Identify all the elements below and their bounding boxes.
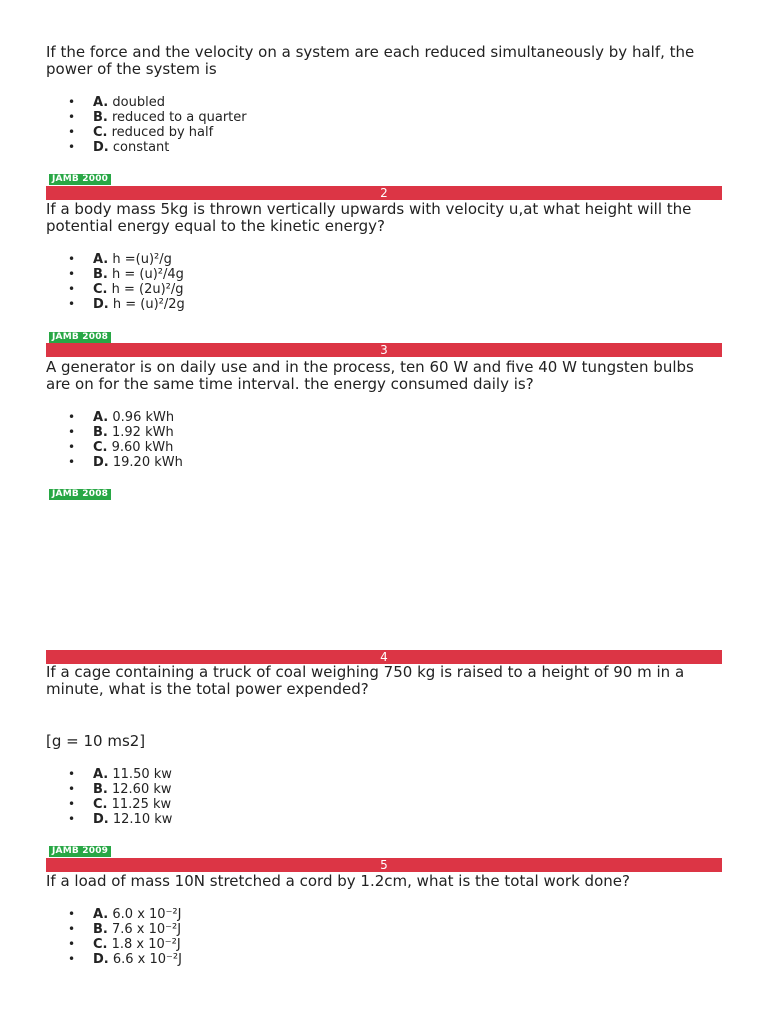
options-list: [46, 907, 182, 967]
question-text: If a body mass 5kg is thrown vertically upwards with velocity u,at what height will the potential energy equal to the kinetic energy?: [46, 200, 692, 235]
option-item[interactable]: • A. h =(u)²/g: [46, 252, 185, 267]
option-item[interactable]: • C. 11.25 kw: [46, 797, 172, 812]
option-item[interactable]: • D. h = (u)²/2g: [46, 297, 185, 312]
option-item[interactable]: • D. 19.20 kWh: [46, 455, 183, 470]
question-number-bar: 4: [46, 650, 722, 664]
question-text: If a cage containing a truck of coal weighing 750 kg is raised to a height of 90 m in a minute, what is the total power expended?: [46, 663, 685, 698]
exam-badge: JAMB 2009: [49, 846, 111, 857]
option-item[interactable]: • C. reduced by half: [46, 125, 247, 140]
question-text: If the force and the velocity on a system are each reduced simultaneously by half, the power of the system is: [46, 43, 695, 78]
option-item[interactable]: • A. 6.0 x 10⁻²J: [46, 907, 182, 922]
option-item[interactable]: • C. 9.60 kWh: [46, 440, 183, 455]
option-item[interactable]: • D. 6.6 x 10⁻²J: [46, 952, 182, 967]
option-item[interactable]: • B. h = (u)²/4g: [46, 267, 185, 282]
exam-badge: JAMB 2008: [49, 332, 111, 343]
options-list: [46, 95, 247, 155]
options-list: [46, 767, 172, 827]
options-list: [46, 252, 185, 312]
option-item[interactable]: • D. 12.10 kw: [46, 812, 172, 827]
exam-badge: JAMB 2000: [49, 174, 111, 185]
option-item[interactable]: • B. 1.92 kWh: [46, 425, 183, 440]
option-item[interactable]: • A. 11.50 kw: [46, 767, 172, 782]
option-item[interactable]: • B. 12.60 kw: [46, 782, 172, 797]
option-item[interactable]: • A. doubled: [46, 95, 247, 110]
option-item[interactable]: • A. 0.96 kWh: [46, 410, 183, 425]
question-number-bar: 5: [46, 858, 722, 872]
option-item[interactable]: • D. constant: [46, 140, 247, 155]
question-note: [g = 10 ms2]: [46, 732, 146, 750]
option-item[interactable]: • C. 1.8 x 10⁻²J: [46, 937, 182, 952]
option-item[interactable]: • B. reduced to a quarter: [46, 110, 247, 125]
option-item[interactable]: • C. h = (2u)²/g: [46, 282, 185, 297]
question-text: A generator is on daily use and in the process, ten 60 W and five 40 W tungsten bulbs are on for the same time interval. the energy consumed daily is?: [46, 358, 694, 393]
exam-badge: JAMB 2008: [49, 489, 111, 500]
options-list: [46, 410, 183, 470]
question-number-bar: 3: [46, 343, 722, 357]
option-item[interactable]: • B. 7.6 x 10⁻²J: [46, 922, 182, 937]
question-text: If a load of mass 10N stretched a cord by 1.2cm, what is the total work done?: [46, 872, 630, 890]
question-number-bar: 2: [46, 186, 722, 200]
